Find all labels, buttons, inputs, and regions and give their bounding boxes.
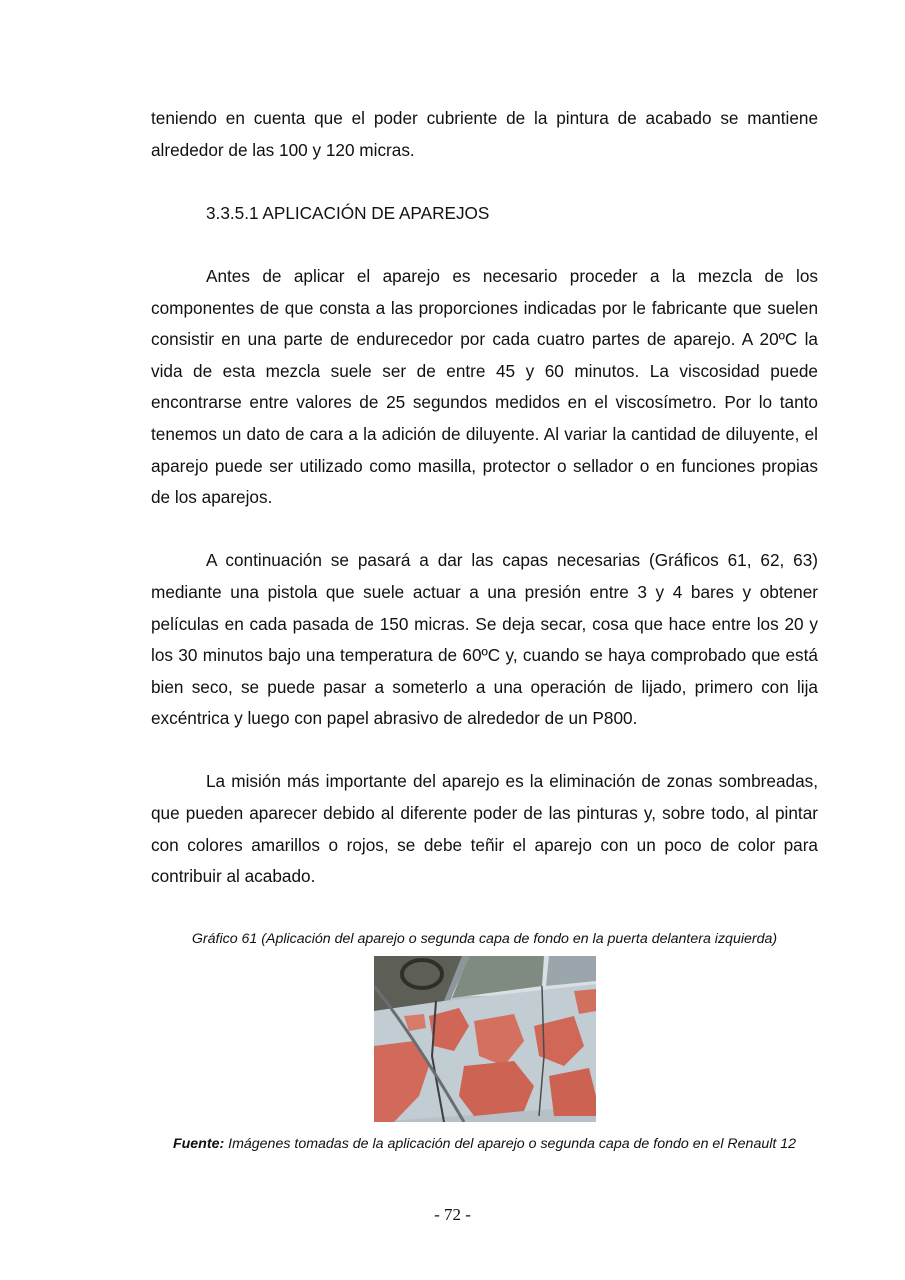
- page-number: - 72 -: [434, 1205, 471, 1224]
- page-content: [151, 103, 818, 1154]
- figure-source: [151, 1134, 818, 1154]
- paragraph-continuation: teniendo en cuenta que el poder cubriente de la pintura de acabado se mantiene alrededor de las 100 y 120 micras.: [151, 108, 818, 160]
- car-door-photo: [374, 956, 596, 1122]
- figure-caption: Gráfico 61 (Aplicación del aparejo o segunda capa de fondo en la puerta delantera izquierda): [191, 930, 778, 947]
- paragraph-purpose: La misión más importante del aparejo es la eliminación de zonas sombreadas, que pueden aparecer debido al diferente poder de las pinturas y, sobre todo, al pintar con colores amarillos o rojos, se debe teñir el aparejo con un poco de color para contribuir al acabado.: [151, 771, 818, 887]
- paragraph-mixing: Antes de aplicar el aparejo es necesario proceder a la mezcla de los componentes de que consta a las proporciones indicadas por le fabricante que suelen consistir en una parte de endurecedor por cada cuatro partes de aparejo. A 20ºC la vida de esta mezcla suele ser de entre 45 y 60 minutos. La viscosidad puede encontrarse entre valores de 25 segundos medidos en el viscosímetro. Por lo tanto tenemos un dato de cara a la adición de diluyente. Al variar la cantidad de diluyente, el aparejo puede ser utilizado como masilla, protector o sellador o en funciones propias de los aparejos.: [151, 265, 818, 508]
- paragraph-application: A continuación se pasará a dar las capas necesarias (Gráficos 61, 62, 63) mediante una pistola que suele actuar a una presión entre 3 y 4 bares y obtener películas en cada pasada de 150 micras. Se deja secar, cosa que hace entre los 20 y los 30 minutos bajo una temperatura de 60ºC y, cuando se haya comprobado que está bien seco, se puede pasar a someterlo a una operación de lijado, primero con lija excéntrica y luego con papel abrasivo de alrededor de un P800.: [151, 550, 818, 729]
- section-heading: 3.3.5.1 APLICACIÓN DE APAREJOS: [206, 202, 490, 223]
- source-label: Fuente:: [172, 1135, 225, 1152]
- car-door-illustration: [374, 956, 596, 1122]
- source-text: Imágenes tomadas de la aplicación del aparejo o segunda capa de fondo en el Renault 12: [224, 1135, 797, 1152]
